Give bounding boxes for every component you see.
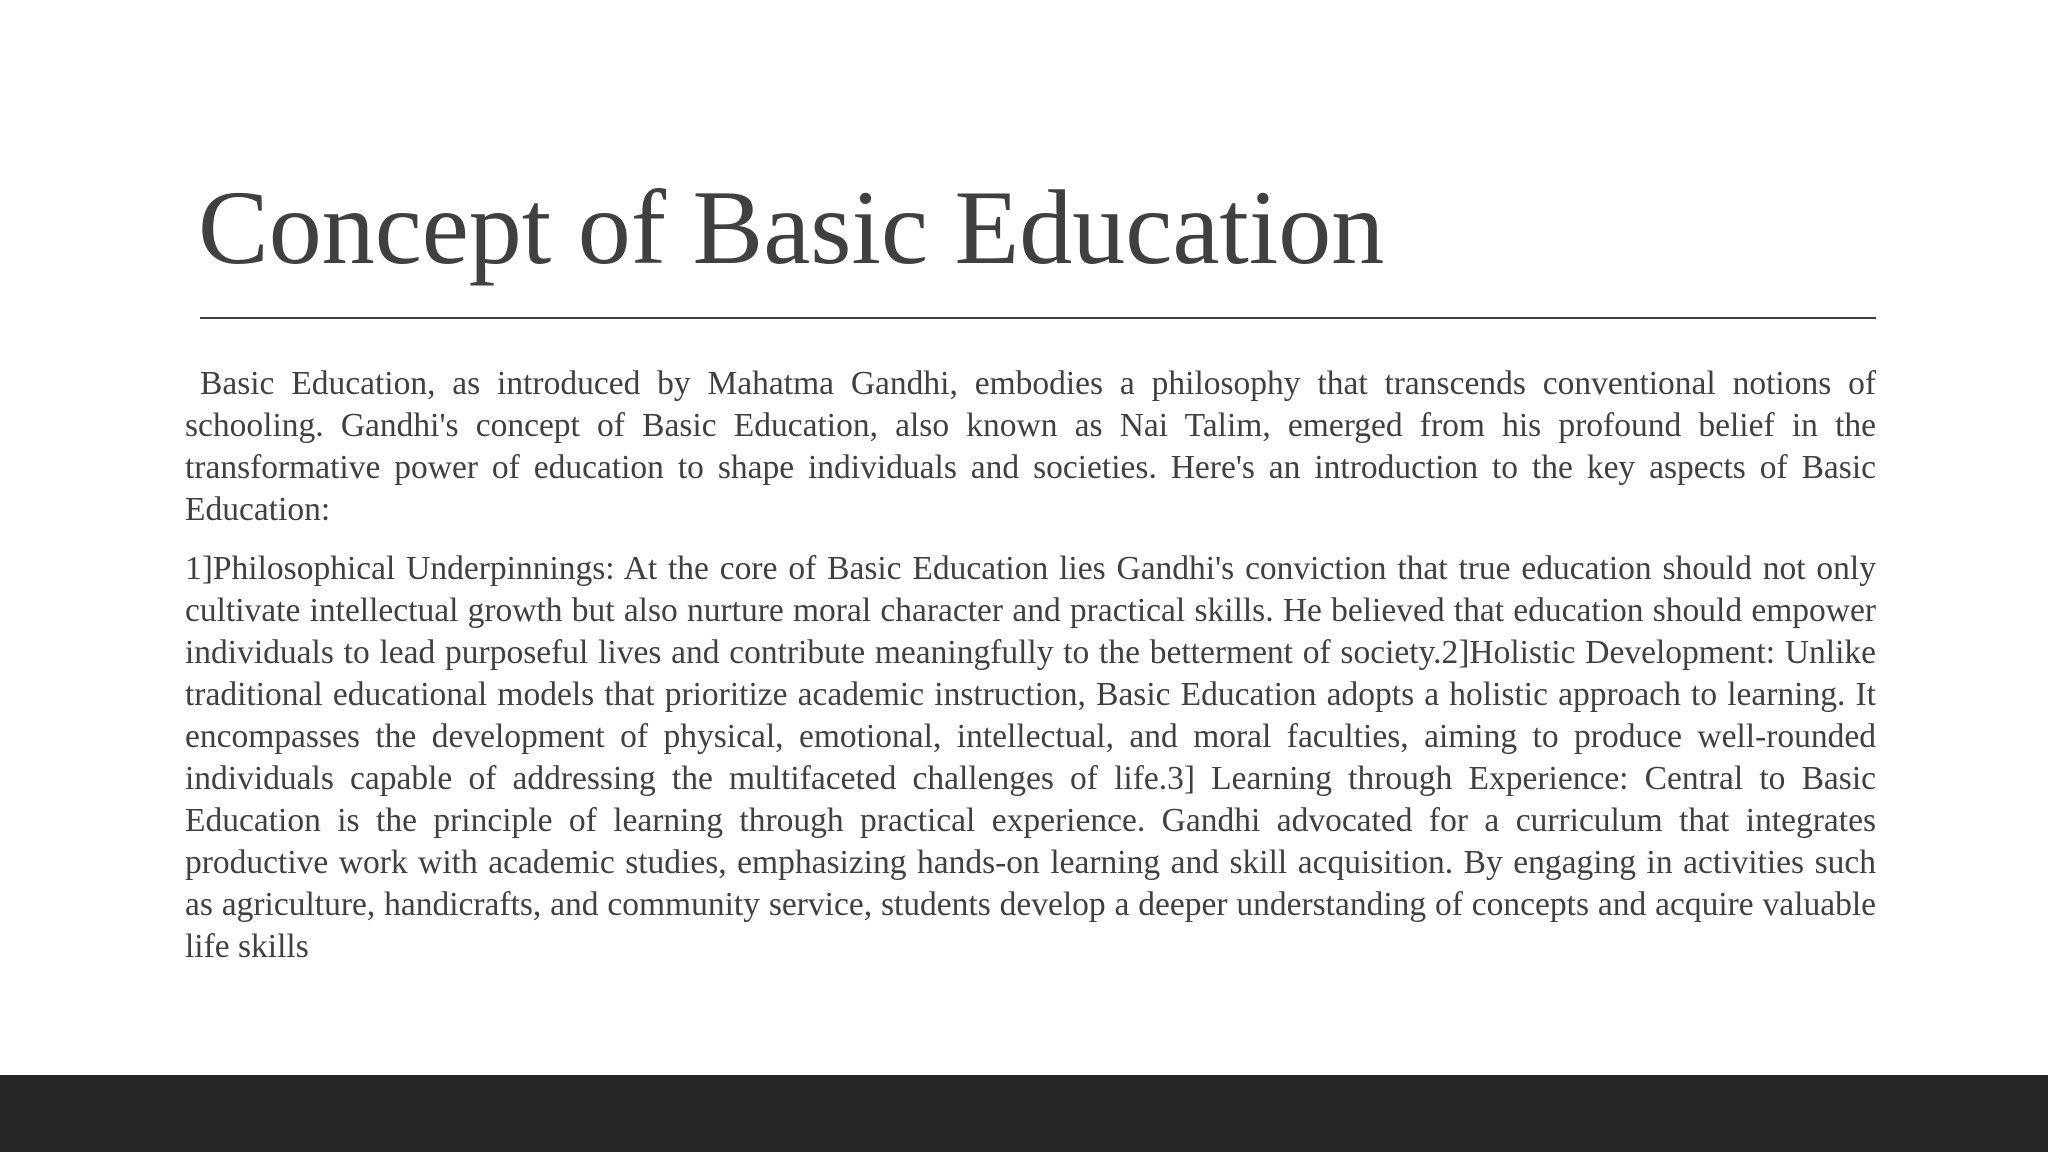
footer-bar <box>0 1075 2048 1152</box>
intro-paragraph: Basic Education, as introduced by Mahatma Gandhi, embodies a philosophy that transcends conventional notions of schooling. Gandhi's concept of Basic Education, also known as Nai Talim, emerged from his profound belief in the transformative power of education to shape individuals and societies. Here's an introduction to the key aspects of Basic Education: <box>185 365 1876 528</box>
slide-title: Concept of Basic Education <box>198 169 1385 286</box>
slide-body <box>185 363 1876 968</box>
title-divider <box>200 317 1876 319</box>
key-aspects-paragraph: 1]Philosophical Underpinnings: At the core of Basic Education lies Gandhi's conviction that true education should not only cultivate intellectual growth but also nurture moral character and practical skills. He believed that education should empower individuals to lead purposeful lives and contribute meaningfully to the betterment of society.2]Holistic Development: Unlike traditional educational models that prioritize academic instruction, Basic Education adopts a holistic approach to learning. It encompasses the development of physical, emotional, intellectual, and moral faculties, aiming to produce well-rounded individuals capable of addressing the multifaceted challenges of life.3] Learning through Experience: Central to Basic Education is the principle of learning through practical experience. Gandhi advocated for a curriculum that integrates productive work with academic studies, emphasizing hands-on learning and skill acquisition. By engaging in activities such as agriculture, handicrafts, and community service, students develop a deeper understanding of concepts and acquire valuable life skills <box>185 550 1876 965</box>
